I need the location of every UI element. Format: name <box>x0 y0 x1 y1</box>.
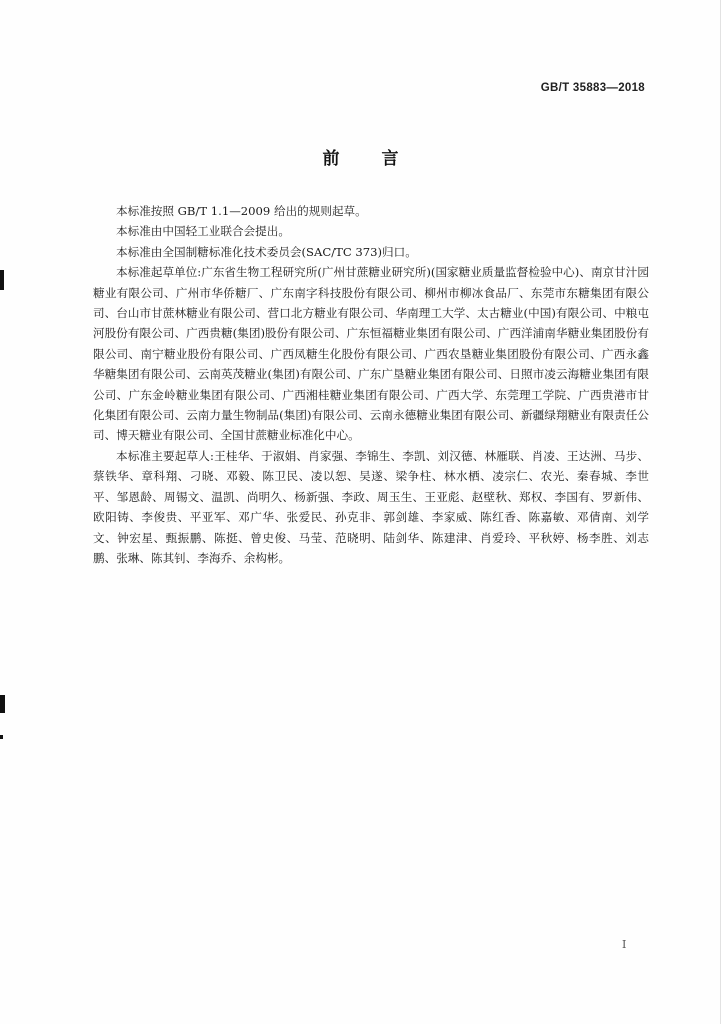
paragraph-drafting-rules: 本标准按照 GB/T 1.1—2009 给出的规则起草。 <box>116 204 367 218</box>
scan-edge-mark <box>0 270 4 290</box>
standard-code: GB/T 35883—2018 <box>540 82 645 94</box>
scan-edge-mark <box>0 695 5 713</box>
paragraph-drafting-units: 本标准起草单位:广东省生物工程研究所(广州甘蔗糖业研究所)(国家糖业质量监督检验中心)、南京甘汁园糖业有限公司、广州市华侨糖厂、广东南字科技股份有限公司、柳州市柳冰食品厂、东莞市东糖集团有限公司、台山市甘蔗林糖业有限公司、营口北方糖业有限公司、华南理工大学、太古糖业(中国)有限公司、中粮屯河股份有限公司、广西贵糖(集团)股份有限公司、广东恒福糖业集团有限公司、广西洋浦南华糖业集团股份有限公司、南宁糖业股份有限公司、广西凤糖生化股份有限公司、广西农垦糖业集团股份有限公司、广西永鑫华糖集团有限公司、云南英茂糖业(集团)有限公司、广东广垦糖业集团有限公司、日照市凌云海糖业集团有限公司、广东金岭糖业集团有限公司、广西湘桂糖业集团有限公司、广西大学、东莞理工学院、广西贵港市甘化集团有限公司、云南力量生物制品(集团)有限公司、云南永德糖业集团有限公司、新疆绿翔糖业有限责任公司、博天糖业有限公司、全国甘蔗糖业标准化中心。 <box>93 265 649 443</box>
paragraph-main-drafters: 本标准主要起草人:王桂华、于淑娟、肖家强、李锦生、李凯、刘汉德、林雁联、肖凌、王达洲、马步、蔡铁华、章科翔、刁晓、邓毅、陈卫民、凌以恕、吴遂、梁争柱、林水栖、凌宗仁、农光、秦春城、李世平、邹恩龄、周锡文、温凯、尚明久、杨新强、李政、周玉生、王亚彪、赵壁秋、郑权、李国有、罗新伟、欧阳铸、李俊贵、平亚军、邓广华、张爱民、孙克非、郭剑雄、李家威、陈红香、陈嘉敏、邓倩南、刘学文、钟宏星、甄振鹏、陈挺、曾史俊、马莹、范晓明、陆剑华、陈建津、肖爱玲、平秋婷、杨李胜、刘志鹏、张琳、陈其钊、李海乔、余构彬。 <box>93 448 649 565</box>
page-number: I <box>622 938 627 951</box>
paragraph-centralized-by: 本标准由全国制糖标准化技术委员会(SAC/TC 373)归口。 <box>116 244 417 259</box>
paragraph-proposed-by: 本标准由中国轻工业联合会提出。 <box>116 224 290 239</box>
page-title: 前言 <box>322 149 441 169</box>
foreword-body <box>93 201 649 568</box>
scan-edge-mark <box>0 735 3 739</box>
